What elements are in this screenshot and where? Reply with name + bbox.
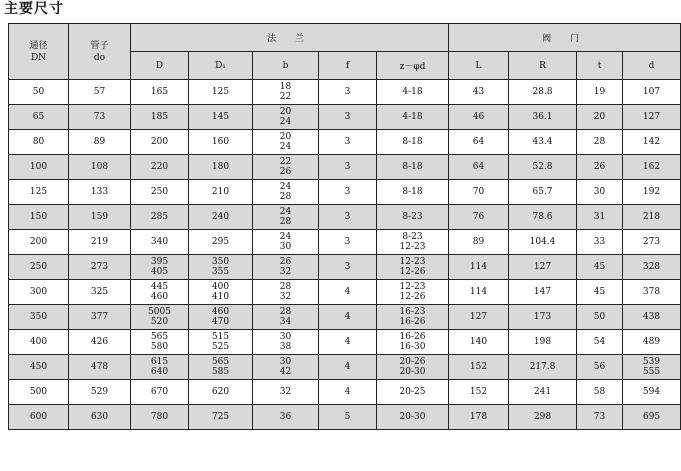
table-row (9, 105, 681, 130)
cell-zd (377, 180, 449, 205)
cell-f: 3 (319, 155, 377, 180)
cell-line: 185 (150, 112, 169, 122)
cell-zd (377, 330, 449, 355)
cell-do: 108 (69, 155, 131, 180)
cell-line: 438 (642, 312, 661, 322)
cell-line: 620 (211, 387, 230, 397)
cell-line: 565 (150, 332, 169, 342)
cell-line: 470 (211, 317, 230, 327)
cell-do: 325 (69, 280, 131, 305)
cell-t: 45 (577, 255, 623, 280)
cell-b (253, 305, 319, 330)
cell-t: 20 (577, 105, 623, 130)
valve-group-header: 阀 门 (449, 24, 681, 52)
cell-line: 378 (642, 287, 661, 297)
cell-do: 57 (69, 80, 131, 105)
table-row (9, 155, 681, 180)
cell-line: 460 (150, 292, 169, 302)
cell-do: 377 (69, 305, 131, 330)
cell-line: 250 (150, 187, 169, 197)
cell-do: 630 (69, 405, 131, 430)
cell-b (253, 80, 319, 105)
cell-d (623, 180, 681, 205)
cell-D1 (189, 255, 253, 280)
cell-dn: 500 (9, 380, 69, 405)
cell-dn: 600 (9, 405, 69, 430)
cell-t: 58 (577, 380, 623, 405)
cell-t: 45 (577, 280, 623, 305)
cell-zd (377, 105, 449, 130)
cell-R: 127 (509, 255, 577, 280)
cell-zd (377, 355, 449, 380)
cell-line: 22 (279, 157, 292, 167)
cell-D (131, 130, 189, 155)
table-row (9, 330, 681, 355)
page-title: 主要尺寸 (4, 1, 64, 17)
cell-line: 539 (642, 357, 661, 367)
cell-dn: 200 (9, 230, 69, 255)
cell-zd (377, 230, 449, 255)
cell-b (253, 155, 319, 180)
cell-R: 52.8 (509, 155, 577, 180)
cell-D1 (189, 205, 253, 230)
cell-dn: 100 (9, 155, 69, 180)
col-header-D1: D₁ (189, 52, 253, 80)
cell-L: 89 (449, 230, 509, 255)
cell-f: 4 (319, 280, 377, 305)
cell-D (131, 155, 189, 180)
cell-t: 33 (577, 230, 623, 255)
cell-line: 295 (211, 237, 230, 247)
cell-line: 210 (211, 187, 230, 197)
cell-line: 38 (279, 342, 292, 352)
cell-line: 525 (211, 342, 230, 352)
cell-zd (377, 380, 449, 405)
cell-line: 32 (279, 267, 292, 277)
cell-line: 28 (279, 217, 292, 227)
cell-L: 152 (449, 380, 509, 405)
table-row (9, 205, 681, 230)
cell-t: 31 (577, 205, 623, 230)
table-body (9, 80, 681, 430)
table-row (9, 405, 681, 430)
cell-line: 42 (279, 367, 292, 377)
cell-f: 3 (319, 80, 377, 105)
cell-line: 20-26 (399, 357, 426, 367)
cell-b (253, 130, 319, 155)
cell-line: 555 (642, 367, 661, 377)
cell-d (623, 255, 681, 280)
cell-f: 3 (319, 255, 377, 280)
cell-b (253, 280, 319, 305)
cell-line: 240 (211, 212, 230, 222)
cell-line: 192 (642, 187, 661, 197)
cell-R: 217.8 (509, 355, 577, 380)
cell-t: 73 (577, 405, 623, 430)
cell-t: 56 (577, 355, 623, 380)
cell-do: 219 (69, 230, 131, 255)
cell-L: 70 (449, 180, 509, 205)
cell-do: 273 (69, 255, 131, 280)
cell-t: 28 (577, 130, 623, 155)
cell-d (623, 105, 681, 130)
cell-t: 30 (577, 180, 623, 205)
cell-dn: 125 (9, 180, 69, 205)
cell-line: 725 (211, 412, 230, 422)
cell-b (253, 355, 319, 380)
cell-f: 4 (319, 380, 377, 405)
cell-f: 4 (319, 305, 377, 330)
table-row (9, 255, 681, 280)
dn-header-label: DN (30, 52, 47, 63)
cell-line: 4-18 (402, 87, 423, 97)
cell-b (253, 205, 319, 230)
cell-D (131, 180, 189, 205)
cell-line: 585 (211, 367, 230, 377)
cell-dn: 150 (9, 205, 69, 230)
cell-dn: 350 (9, 305, 69, 330)
cell-line: 273 (642, 237, 661, 247)
cell-D1 (189, 305, 253, 330)
cell-line: 20-30 (399, 412, 426, 422)
cell-L: 127 (449, 305, 509, 330)
cell-line: 8-23 (402, 232, 423, 242)
cell-R: 241 (509, 380, 577, 405)
cell-b (253, 230, 319, 255)
cell-D (131, 280, 189, 305)
cell-D (131, 380, 189, 405)
cell-line: 180 (211, 162, 230, 172)
cell-L: 178 (449, 405, 509, 430)
cell-f: 4 (319, 330, 377, 355)
cell-dn: 250 (9, 255, 69, 280)
cell-zd (377, 130, 449, 155)
cell-L: 114 (449, 255, 509, 280)
cell-line: 350 (211, 257, 230, 267)
cell-do: 426 (69, 330, 131, 355)
cell-f: 5 (319, 405, 377, 430)
do-header-label-cn: 管子 (90, 40, 109, 51)
cell-dn: 65 (9, 105, 69, 130)
cell-zd (377, 205, 449, 230)
cell-line: 20 (279, 107, 292, 117)
cell-line: 20 (279, 132, 292, 142)
cell-D1 (189, 405, 253, 430)
cell-dn: 80 (9, 130, 69, 155)
cell-line: 8-23 (402, 212, 423, 222)
cell-d (623, 380, 681, 405)
cell-d (623, 305, 681, 330)
cell-line: 30 (279, 242, 292, 252)
cell-d (623, 280, 681, 305)
cell-b (253, 380, 319, 405)
cell-line: 18 (279, 82, 292, 92)
cell-dn: 400 (9, 330, 69, 355)
cell-line: 220 (150, 162, 169, 172)
col-header-D: D (131, 52, 189, 80)
cell-line: 395 (150, 257, 169, 267)
cell-line: 520 (150, 317, 169, 327)
cell-line: 24 (279, 142, 292, 152)
cell-do: 159 (69, 205, 131, 230)
cell-f: 4 (319, 355, 377, 380)
cell-b (253, 255, 319, 280)
cell-line: 16-26 (399, 332, 426, 342)
cell-line: 165 (150, 87, 169, 97)
cell-zd (377, 280, 449, 305)
cell-line: 8-18 (402, 162, 423, 172)
cell-do: 73 (69, 105, 131, 130)
cell-line: 22 (279, 92, 292, 102)
cell-line: 400 (211, 282, 230, 292)
table-row (9, 180, 681, 205)
cell-line: 355 (211, 267, 230, 277)
cell-f: 3 (319, 105, 377, 130)
cell-line: 28 (279, 307, 292, 317)
cell-f: 3 (319, 230, 377, 255)
cell-d (623, 205, 681, 230)
cell-line: 20-30 (399, 367, 426, 377)
cell-dn: 300 (9, 280, 69, 305)
cell-line: 142 (642, 137, 661, 147)
cell-D (131, 80, 189, 105)
table-row (9, 280, 681, 305)
cell-line: 594 (642, 387, 661, 397)
cell-line: 32 (279, 292, 292, 302)
cell-L: 76 (449, 205, 509, 230)
cell-D1 (189, 130, 253, 155)
flange-group-header: 法 兰 (131, 24, 449, 52)
cell-d (623, 330, 681, 355)
cell-d (623, 155, 681, 180)
cell-b (253, 105, 319, 130)
cell-do: 529 (69, 380, 131, 405)
cell-line: 8-18 (402, 137, 423, 147)
cell-D1 (189, 105, 253, 130)
cell-line: 32 (279, 387, 292, 397)
cell-line: 460 (211, 307, 230, 317)
cell-d (623, 80, 681, 105)
cell-line: 285 (150, 212, 169, 222)
cell-d (623, 405, 681, 430)
cell-t: 54 (577, 330, 623, 355)
cell-line: 445 (150, 282, 169, 292)
cell-t: 19 (577, 80, 623, 105)
cell-L: 152 (449, 355, 509, 380)
cell-line: 615 (150, 357, 169, 367)
cell-line: 30 (279, 357, 292, 367)
cell-D (131, 330, 189, 355)
cell-line: 200 (150, 137, 169, 147)
cell-D (131, 355, 189, 380)
cell-line: 26 (279, 167, 292, 177)
cell-zd (377, 305, 449, 330)
cell-D1 (189, 80, 253, 105)
cell-line: 695 (642, 412, 661, 422)
cell-line: 16-26 (399, 317, 426, 327)
cell-D1 (189, 180, 253, 205)
cell-L: 64 (449, 155, 509, 180)
cell-line: 24 (279, 182, 292, 192)
cell-D1 (189, 355, 253, 380)
do-header-label: do (93, 52, 106, 63)
cell-line: 12-23 (399, 282, 426, 292)
cell-line: 20-25 (399, 387, 426, 397)
cell-line: 26 (279, 257, 292, 267)
cell-line: 160 (211, 137, 230, 147)
cell-line: 5005 (148, 307, 171, 317)
cell-t: 26 (577, 155, 623, 180)
cell-line: 489 (642, 337, 661, 347)
cell-D (131, 305, 189, 330)
table-row (9, 230, 681, 255)
cell-do: 133 (69, 180, 131, 205)
cell-b (253, 180, 319, 205)
cell-f: 3 (319, 205, 377, 230)
cell-D1 (189, 380, 253, 405)
cell-line: 640 (150, 367, 169, 377)
cell-f: 3 (319, 130, 377, 155)
cell-line: 36 (279, 412, 292, 422)
cell-D (131, 105, 189, 130)
cell-zd (377, 80, 449, 105)
cell-D1 (189, 230, 253, 255)
cell-line: 24 (279, 232, 292, 242)
cell-d (623, 230, 681, 255)
cell-R: 298 (509, 405, 577, 430)
cell-line: 565 (211, 357, 230, 367)
cell-D (131, 205, 189, 230)
cell-L: 114 (449, 280, 509, 305)
cell-line: 12-23 (399, 242, 426, 252)
cell-line: 162 (642, 162, 661, 172)
cell-line: 16-30 (399, 342, 426, 352)
cell-line: 780 (150, 412, 169, 422)
cell-line: 24 (279, 117, 292, 127)
table-row (9, 355, 681, 380)
cell-line: 107 (642, 87, 661, 97)
cell-D1 (189, 280, 253, 305)
cell-do: 89 (69, 130, 131, 155)
cell-zd (377, 155, 449, 180)
table-row (9, 380, 681, 405)
cell-R: 78.6 (509, 205, 577, 230)
cell-dn: 450 (9, 355, 69, 380)
cell-R: 36.1 (509, 105, 577, 130)
cell-do: 478 (69, 355, 131, 380)
col-header-b: b (253, 52, 319, 80)
cell-zd (377, 255, 449, 280)
cell-line: 4-18 (402, 112, 423, 122)
cell-line: 410 (211, 292, 230, 302)
cell-d (623, 130, 681, 155)
cell-dn: 50 (9, 80, 69, 105)
col-header-R: R (509, 52, 577, 80)
cell-b (253, 330, 319, 355)
cell-D1 (189, 330, 253, 355)
cell-f: 3 (319, 180, 377, 205)
cell-line: 340 (150, 237, 169, 247)
cell-D (131, 230, 189, 255)
cell-line: 405 (150, 267, 169, 277)
cell-L: 46 (449, 105, 509, 130)
cell-L: 64 (449, 130, 509, 155)
cell-line: 34 (279, 317, 292, 327)
cell-line: 24 (279, 207, 292, 217)
cell-t: 50 (577, 305, 623, 330)
cell-line: 28 (279, 282, 292, 292)
cell-line: 12-23 (399, 257, 426, 267)
dimensions-table (8, 23, 681, 430)
col-header-L: L (449, 52, 509, 80)
cell-zd (377, 405, 449, 430)
cell-line: 16-23 (399, 307, 426, 317)
cell-R: 173 (509, 305, 577, 330)
cell-R: 28.8 (509, 80, 577, 105)
cell-line: 145 (211, 112, 230, 122)
cell-line: 670 (150, 387, 169, 397)
cell-R: 147 (509, 280, 577, 305)
col-header-d: d (623, 52, 681, 80)
cell-line: 515 (211, 332, 230, 342)
cell-D (131, 405, 189, 430)
cell-L: 43 (449, 80, 509, 105)
cell-R: 65.7 (509, 180, 577, 205)
table-row (9, 305, 681, 330)
col-header-zd: z－φd (377, 52, 449, 80)
cell-line: 8-18 (402, 187, 423, 197)
cell-R: 43.4 (509, 130, 577, 155)
cell-D (131, 255, 189, 280)
cell-d (623, 355, 681, 380)
cell-D1 (189, 155, 253, 180)
dn-header (9, 24, 69, 80)
cell-line: 218 (642, 212, 661, 222)
cell-line: 125 (211, 87, 230, 97)
table-row (9, 80, 681, 105)
cell-line: 30 (279, 332, 292, 342)
table-row (9, 130, 681, 155)
col-header-f: f (319, 52, 377, 80)
cell-L: 140 (449, 330, 509, 355)
do-header (69, 24, 131, 80)
cell-line: 12-26 (399, 267, 426, 277)
cell-line: 127 (642, 112, 661, 122)
cell-line: 580 (150, 342, 169, 352)
col-header-t: t (577, 52, 623, 80)
cell-R: 104.4 (509, 230, 577, 255)
cell-line: 328 (642, 262, 661, 272)
cell-line: 28 (279, 192, 292, 202)
dn-header-label-cn: 通径 (29, 40, 48, 51)
cell-R: 198 (509, 330, 577, 355)
cell-b (253, 405, 319, 430)
cell-line: 12-26 (399, 292, 426, 302)
